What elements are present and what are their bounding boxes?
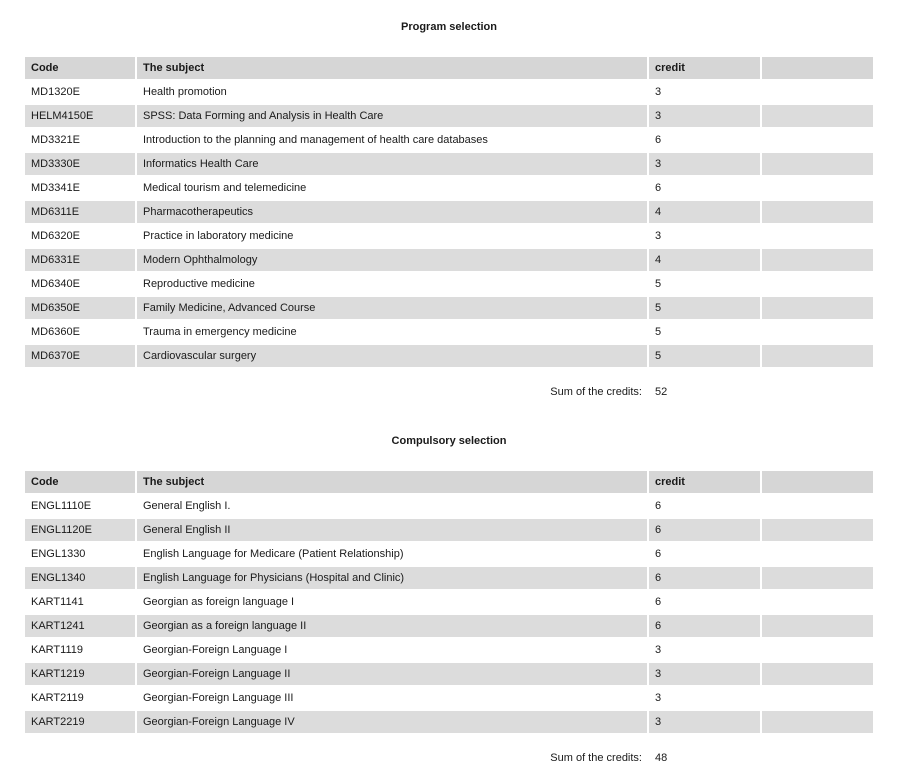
course-subject: Practice in laboratory medicine xyxy=(137,225,647,247)
course-subject: Georgian-Foreign Language IV xyxy=(137,711,647,733)
course-extra xyxy=(762,225,873,247)
table-row xyxy=(25,129,873,153)
compulsory-credits-sum xyxy=(25,751,873,765)
course-credit: 5 xyxy=(649,321,760,343)
course-subject: SPSS: Data Forming and Analysis in Health Care xyxy=(137,105,647,127)
compulsory-selection-title: Compulsory selection xyxy=(391,435,507,447)
course-extra xyxy=(762,543,873,565)
course-credit: 6 xyxy=(649,567,760,589)
sum-value: 48 xyxy=(655,752,668,764)
course-subject: Trauma in emergency medicine xyxy=(137,321,647,343)
course-subject: Reproductive medicine xyxy=(137,273,647,295)
course-subject: Georgian as foreign language I xyxy=(137,591,647,613)
course-credit: 6 xyxy=(649,129,760,151)
course-extra xyxy=(762,129,873,151)
table-row xyxy=(25,615,873,639)
compulsory-selection-table xyxy=(25,471,873,735)
course-code: KART1241 xyxy=(25,615,135,637)
course-credit: 3 xyxy=(649,105,760,127)
course-subject: Cardiovascular surgery xyxy=(137,345,647,367)
table-row xyxy=(25,225,873,249)
course-subject: Informatics Health Care xyxy=(137,153,647,175)
header-credit: credit xyxy=(649,471,760,493)
course-extra xyxy=(762,567,873,589)
course-subject: Family Medicine, Advanced Course xyxy=(137,297,647,319)
table-row xyxy=(25,345,873,369)
course-extra xyxy=(762,663,873,685)
table-row xyxy=(25,543,873,567)
course-credit: 5 xyxy=(649,273,760,295)
course-credit: 4 xyxy=(649,201,760,223)
course-credit: 6 xyxy=(649,495,760,517)
table-row xyxy=(25,711,873,735)
table-row xyxy=(25,519,873,543)
course-credit: 3 xyxy=(649,663,760,685)
course-extra xyxy=(762,105,873,127)
table-row xyxy=(25,567,873,591)
course-credit: 6 xyxy=(649,615,760,637)
table-row xyxy=(25,639,873,663)
table-row xyxy=(25,687,873,711)
course-credit: 4 xyxy=(649,249,760,271)
course-code: ENGL1330 xyxy=(25,543,135,565)
course-subject: Pharmacotherapeutics xyxy=(137,201,647,223)
course-subject: English Language for Medicare (Patient Relationship) xyxy=(137,543,647,565)
course-code: KART2219 xyxy=(25,711,135,733)
course-extra xyxy=(762,687,873,709)
course-code: MD6311E xyxy=(25,201,135,223)
course-credit: 3 xyxy=(649,153,760,175)
course-extra xyxy=(762,711,873,733)
header-subject: The subject xyxy=(137,471,647,493)
course-code: KART1219 xyxy=(25,663,135,685)
course-credit: 6 xyxy=(649,591,760,613)
header-code: Code xyxy=(25,471,135,493)
course-code: MD6350E xyxy=(25,297,135,319)
course-subject: Health promotion xyxy=(137,81,647,103)
course-extra xyxy=(762,201,873,223)
course-subject: Georgian as a foreign language II xyxy=(137,615,647,637)
course-extra xyxy=(762,639,873,661)
course-code: ENGL1340 xyxy=(25,567,135,589)
table-row xyxy=(25,201,873,225)
course-extra xyxy=(762,153,873,175)
header-code: Code xyxy=(25,57,135,79)
course-credit: 6 xyxy=(649,519,760,541)
course-extra xyxy=(762,177,873,199)
course-subject: General English I. xyxy=(137,495,647,517)
table-row xyxy=(25,321,873,345)
course-code: KART1119 xyxy=(25,639,135,661)
course-credit: 3 xyxy=(649,81,760,103)
header-credit: credit xyxy=(649,57,760,79)
course-extra xyxy=(762,297,873,319)
course-subject: Introduction to the planning and management of health care databases xyxy=(137,129,647,151)
course-extra xyxy=(762,345,873,367)
course-credit: 5 xyxy=(649,297,760,319)
course-code: MD3321E xyxy=(25,129,135,151)
table-row xyxy=(25,249,873,273)
table-row xyxy=(25,591,873,615)
compulsory-selection-section xyxy=(25,434,873,764)
course-subject: Modern Ophthalmology xyxy=(137,249,647,271)
sum-label: Sum of the credits: xyxy=(550,386,642,398)
course-subject: Medical tourism and telemedicine xyxy=(137,177,647,199)
course-subject: Georgian-Foreign Language II xyxy=(137,663,647,685)
table-row xyxy=(25,105,873,129)
course-credit: 6 xyxy=(649,543,760,565)
course-code: ENGL1120E xyxy=(25,519,135,541)
header-subject: The subject xyxy=(137,57,647,79)
table-row xyxy=(25,297,873,321)
course-code: MD6320E xyxy=(25,225,135,247)
course-code: KART2119 xyxy=(25,687,135,709)
course-extra xyxy=(762,519,873,541)
course-subject: Georgian-Foreign Language I xyxy=(137,639,647,661)
course-code: MD6331E xyxy=(25,249,135,271)
course-code: MD3330E xyxy=(25,153,135,175)
header-extra xyxy=(762,471,873,493)
course-credit: 3 xyxy=(649,225,760,247)
table-row xyxy=(25,273,873,297)
course-extra xyxy=(762,615,873,637)
program-selection-section xyxy=(25,20,873,398)
table-row xyxy=(25,177,873,201)
table-row xyxy=(25,153,873,177)
course-subject: General English II xyxy=(137,519,647,541)
course-code: MD6340E xyxy=(25,273,135,295)
course-subject: English Language for Physicians (Hospital and Clinic) xyxy=(137,567,647,589)
sum-label: Sum of the credits: xyxy=(550,752,642,764)
course-subject: Georgian-Foreign Language III xyxy=(137,687,647,709)
course-credit: 5 xyxy=(649,345,760,367)
course-credit: 3 xyxy=(649,687,760,709)
table-header-row xyxy=(25,57,873,81)
program-selection-table xyxy=(25,57,873,369)
course-extra xyxy=(762,591,873,613)
course-code: MD1320E xyxy=(25,81,135,103)
sum-value: 52 xyxy=(655,386,668,398)
course-code: ENGL1110E xyxy=(25,495,135,517)
table-row xyxy=(25,81,873,105)
course-code: MD6370E xyxy=(25,345,135,367)
course-credit: 3 xyxy=(649,711,760,733)
course-extra xyxy=(762,273,873,295)
course-code: MD3341E xyxy=(25,177,135,199)
program-selection-title: Program selection xyxy=(401,21,497,33)
course-credit: 3 xyxy=(649,639,760,661)
course-code: HELM4150E xyxy=(25,105,135,127)
table-header-row xyxy=(25,471,873,495)
course-code: MD6360E xyxy=(25,321,135,343)
header-extra xyxy=(762,57,873,79)
course-extra xyxy=(762,249,873,271)
course-extra xyxy=(762,321,873,343)
course-code: KART1141 xyxy=(25,591,135,613)
course-extra xyxy=(762,495,873,517)
course-extra xyxy=(762,81,873,103)
table-row xyxy=(25,495,873,519)
table-row xyxy=(25,663,873,687)
program-credits-sum xyxy=(25,385,873,399)
course-credit: 6 xyxy=(649,177,760,199)
